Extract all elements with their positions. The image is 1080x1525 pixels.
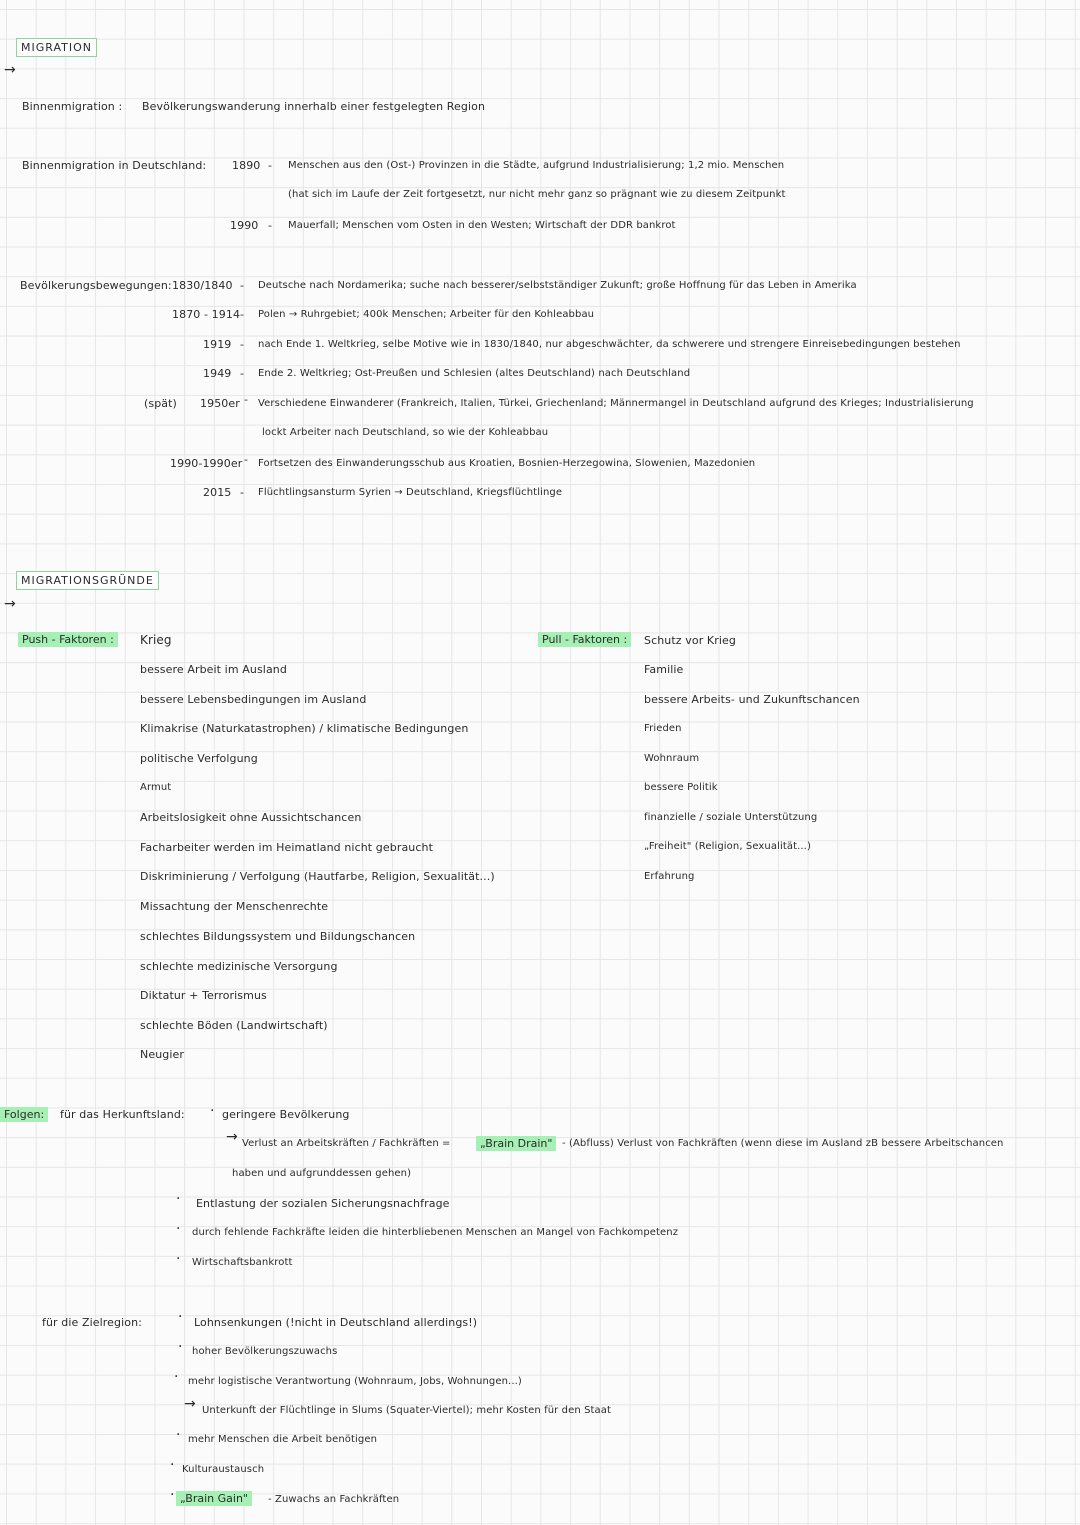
push-item: Facharbeiter werden im Heimatland nicht gebraucht: [140, 841, 433, 854]
herkunft-item: durch fehlende Fachkräfte leiden die hinterbliebenen Menschen an Mangel von Fachkompetenz: [192, 1227, 679, 1238]
pull-item: bessere Politik: [644, 782, 718, 793]
push-item: Diktatur + Terrorismus: [140, 989, 267, 1002]
bew-year: 1919: [203, 338, 232, 351]
bullet-icon: ·: [170, 1457, 175, 1473]
brain-gain-highlight: „Brain Gain": [176, 1491, 252, 1506]
dash: -: [240, 279, 245, 292]
herkunft-sub-cont: - (Abfluss) Verlust von Fachkräften (wenn diese im Ausland zB bessere Arbeitschancen: [562, 1138, 1004, 1149]
bew-text: Polen → Ruhrgebiet; 400k Menschen; Arbeiter für den Kohleabbau: [258, 309, 595, 320]
push-item: Armut: [140, 782, 172, 793]
pull-item: „Freiheit" (Religion, Sexualität...): [644, 841, 811, 852]
year-1990: 1990: [230, 219, 259, 232]
push-item: Krieg: [140, 633, 172, 647]
pull-item: finanzielle / soziale Unterstützung: [644, 812, 818, 823]
binnen-definition: Bevölkerungswanderung innerhalb einer festgelegten Region: [142, 100, 486, 113]
push-item: Klimakrise (Naturkatastrophen) / klimatische Bedingungen: [140, 722, 469, 735]
bullet-icon: ·: [176, 1251, 181, 1267]
pull-item: Familie: [644, 663, 684, 676]
ziel-item: Kulturaustausch: [182, 1464, 265, 1475]
bullet-icon: ·: [210, 1103, 215, 1119]
bew-text: Verschiedene Einwanderer (Frankreich, Italien, Türkei, Griechenland; Männermangel in Deutschland aufgrund des Krieges; Industrialisierung: [258, 398, 974, 409]
ziel-item: Lohnsenkungen (!nicht in Deutschland allerdings!): [194, 1316, 478, 1329]
arrow-icon: →: [184, 1396, 196, 1412]
binnen-1890-text: Menschen aus den (Ost-) Provinzen in die Städte, aufgrund Industrialisierung; 1,2 mio. Menschen: [288, 160, 785, 171]
herkunft-item: Entlastung der sozialen Sicherungsnachfrage: [196, 1197, 450, 1210]
brain-drain-highlight: „Brain Drain": [476, 1136, 556, 1151]
dash: -: [244, 393, 249, 406]
bew-year: 1950er: [200, 397, 240, 410]
bew-text: nach Ende 1. Weltkrieg, selbe Motive wie in 1830/1840, nur abgeschwächter, da schwerere und strengere Einreisebedingungen bestehen: [258, 339, 961, 350]
section-title-gruende: MIGRATIONSGRÜNDE: [16, 571, 159, 590]
push-item: bessere Lebensbedingungen im Ausland: [140, 693, 367, 706]
push-item: politische Verfolgung: [140, 752, 258, 765]
section-title-migration: MIGRATION: [16, 38, 97, 57]
bewegungen-label: Bevölkerungsbewegungen:: [20, 279, 172, 292]
bew-year: 1870 - 1914: [172, 308, 241, 321]
bew-year: 1949: [203, 367, 232, 380]
herkunft-item: geringere Bevölkerung: [222, 1108, 350, 1121]
ziel-item: - Zuwachs an Fachkräften: [268, 1494, 400, 1505]
herkunft-label: für das Herkunftsland:: [60, 1108, 185, 1121]
binnen-label: Binnenmigration :: [22, 100, 123, 113]
bullet-icon: ·: [176, 1427, 181, 1443]
push-item: bessere Arbeit im Ausland: [140, 663, 287, 676]
pull-item: Schutz vor Krieg: [644, 634, 736, 647]
dash: -: [240, 308, 245, 321]
ziel-item: hoher Bevölkerungszuwachs: [192, 1346, 338, 1357]
push-item: Diskriminierung / Verfolgung (Hautfarbe, Religion, Sexualität...): [140, 870, 495, 883]
ziel-item: mehr logistische Verantwortung (Wohnraum, Jobs, Wohnungen...): [188, 1376, 522, 1387]
bew-year: 2015: [203, 486, 232, 499]
dash: -: [268, 159, 273, 172]
dash: -: [244, 453, 249, 466]
push-item: Neugier: [140, 1048, 184, 1061]
bullet-icon: ·: [176, 1221, 181, 1237]
bew-text: Ende 2. Weltkrieg; Ost-Preußen und Schlesien (altes Deutschland) nach Deutschland: [258, 368, 691, 379]
binnen-1890-note: (hat sich im Laufe der Zeit fortgesetzt, nur nicht mehr ganz so prägnant wie zu diesem Zeitpunkt: [288, 189, 786, 200]
bullet-icon: ·: [178, 1309, 183, 1325]
herkunft-sub: Verlust an Arbeitskräften / Fachkräften =: [242, 1138, 451, 1149]
push-item: Arbeitslosigkeit ohne Aussichtschancen: [140, 811, 362, 824]
dash: -: [240, 367, 245, 380]
arrow-icon: →: [4, 596, 16, 612]
arrow-icon: →: [4, 62, 16, 78]
push-item: schlechte medizinische Versorgung: [140, 960, 338, 973]
bew-text-cont: lockt Arbeiter nach Deutschland, so wie der Kohleabbau: [262, 427, 549, 438]
push-label: Push - Faktoren :: [18, 632, 118, 647]
pull-item: bessere Arbeits- und Zukunftschancen: [644, 693, 860, 706]
dash: -: [240, 338, 245, 351]
herkunft-sub-cont: haben und aufgrunddessen gehen): [232, 1168, 412, 1179]
push-item: schlechtes Bildungssystem und Bildungschancen: [140, 930, 416, 943]
push-item: schlechte Böden (Landwirtschaft): [140, 1019, 328, 1032]
push-item: Missachtung der Menschenrechte: [140, 900, 329, 913]
bew-text: Fortsetzen des Einwanderungsschub aus Kroatien, Bosnien-Herzegowina, Slowenien, Mazedonien: [258, 458, 756, 469]
folgen-label: Folgen:: [0, 1107, 48, 1122]
bullet-icon: ·: [170, 1487, 175, 1503]
pull-item: Frieden: [644, 723, 682, 734]
herkunft-item: Wirtschaftsbankrott: [192, 1257, 293, 1268]
pull-item: Wohnraum: [644, 753, 700, 764]
bullet-icon: ·: [176, 1191, 181, 1207]
bullet-icon: ·: [178, 1339, 183, 1355]
ziel-label: für die Zielregion:: [42, 1316, 142, 1329]
dash: -: [268, 219, 273, 232]
bew-year: 1830/1840: [172, 279, 233, 292]
bew-text: Deutsche nach Nordamerika; suche nach besserer/selbstständiger Zukunft; große Hoffnung für das Leben in Amerika: [258, 280, 857, 291]
ziel-item: mehr Menschen die Arbeit benötigen: [188, 1434, 378, 1445]
pull-label: Pull - Faktoren :: [538, 632, 631, 647]
pull-item: Erfahrung: [644, 871, 695, 882]
spaet-label: (spät): [144, 397, 177, 410]
binnen-de-label: Binnenmigration in Deutschland:: [22, 159, 207, 172]
dash: -: [240, 486, 245, 499]
bew-year: 1990-1990er: [170, 457, 243, 470]
bullet-icon: ·: [174, 1369, 179, 1385]
arrow-icon: →: [226, 1129, 238, 1145]
binnen-1990-text: Mauerfall; Menschen vom Osten in den Westen; Wirtschaft der DDR bankrot: [288, 220, 676, 231]
ziel-sub: Unterkunft der Flüchtlinge in Slums (Squater-Viertel); mehr Kosten für den Staat: [202, 1405, 612, 1416]
year-1890: 1890: [232, 159, 261, 172]
bew-text: Flüchtlingsansturm Syrien → Deutschland, Kriegsflüchtlinge: [258, 487, 563, 498]
